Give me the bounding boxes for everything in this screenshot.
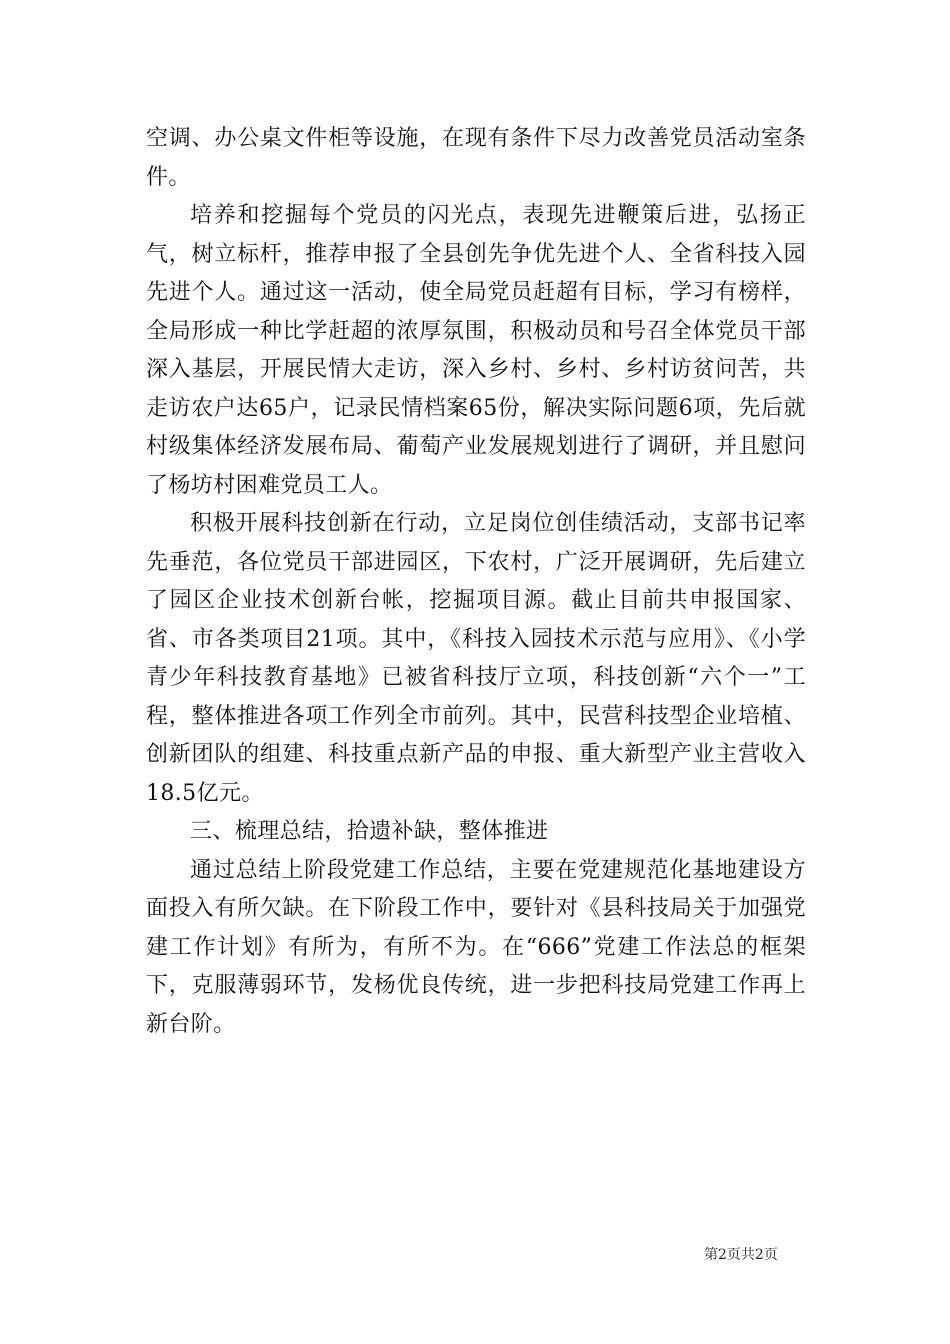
paragraph-summary: 通过总结上阶段党建工作总结，主要在党建规范化基地建设方面投入有所欠缺。在下阶段工作中，要针对《县科技局关于加强党建工作计划》有所为，有所不为。在“666”党建工作法总的框架下，克服薄弱环节，发杨优良传统，进一步把科技局党建工作再上新台阶。 <box>146 857 806 1037</box>
page-number-footer: 第2页共2页 <box>704 1247 778 1263</box>
paragraph-tech-innovation: 积极开展科技创新在行动，立足岗位创佳绩活动，支部书记率先垂范，各位党员干部进园区，下农村，广泛开展调研，先后建立了园区企业技术创新台帐，挖掘项目源。截止目前共申报国家、省、市各类项目21项。其中，《科技入园技术示范与应用》、《小学青少年科技教育基地》已被省科技厅立项，科技创新“六个一”工程，整体推进各项工作列全市前列。其中，民营科技型企业培植、创新团队的组建、科技重点新产品的申报、重大新型产业主营收入18.5亿元。 <box>146 511 806 806</box>
section-heading-three: 三、梳理总结，拾遗补缺，整体推进 <box>190 819 549 844</box>
paragraph-continuation: 空调、办公桌文件柜等设施，在现有条件下尽力改善党员活动室条件。 <box>146 126 806 190</box>
document-body <box>146 120 806 1044</box>
paragraph-party-member-highlights: 培养和挖掘每个党员的闪光点，表现先进鞭策后进，弘扬正气，树立标杆，推荐申报了全县创先争优先进个人、全省科技入园先进个人。通过这一活动，使全局党员赶超有目标，学习有榜样，全局形成一种比学赶超的浓厚氛围，积极动员和号召全体党员干部深入基层，开展民情大走访，深入乡村、乡村、乡村访贫问苦，共走访农户达65户，记录民情档案65份，解决实际问题6项，先后就村级集体经济发展布局、葡萄产业发展规划进行了调研，并且慰问了杨坊村困难党员工人。 <box>146 203 806 498</box>
